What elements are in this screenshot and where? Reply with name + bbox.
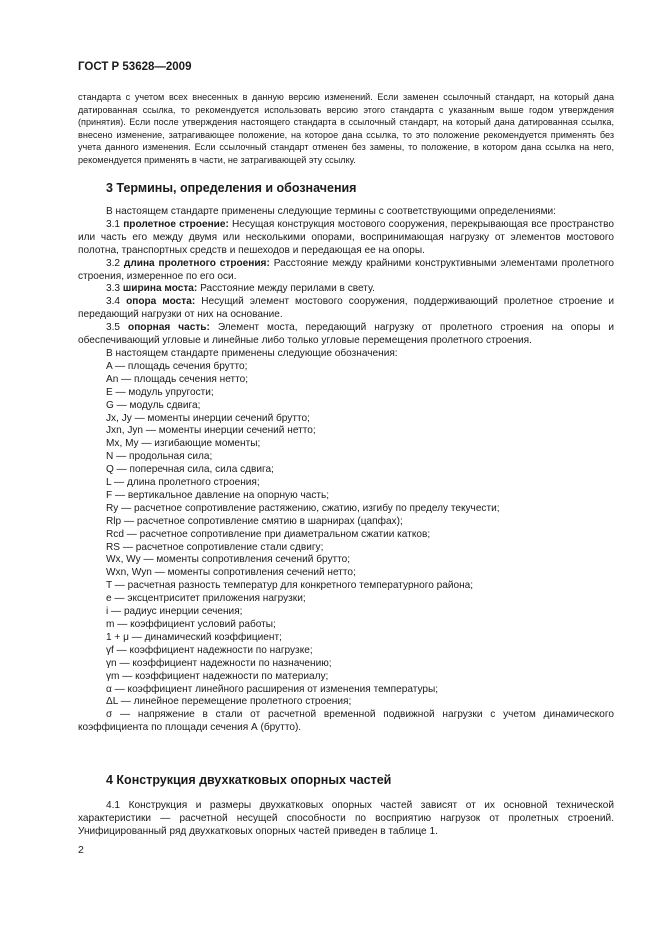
symbol-item: Wxn, Wyn — моменты сопротивления сечений нетто;	[106, 567, 356, 579]
section-4-heading: 4 Конструкция двухкатковых опорных частей	[106, 773, 392, 787]
terms-lead: В настоящем стандарте применены следующие термины с соответствующими определениями:	[106, 206, 556, 217]
symbol-item: Jx, Jy — моменты инерции сечений брутто;	[106, 412, 310, 424]
symbols-list	[78, 361, 614, 735]
symbol-item: G — модуль сдвига;	[106, 399, 201, 411]
symbol-item: γn — коэффициент надежности по назначению;	[106, 657, 332, 669]
symbol-item: Rcd — расчетное сопротивление при диаметральном сжатии катков;	[106, 528, 431, 540]
symbol-item: γm — коэффициент надежности по материалу;	[106, 670, 329, 682]
symbol-item: ΔL — линейное перемещение пролетного строения;	[106, 696, 352, 708]
symbol-item: Mx, My — изгибающие моменты;	[106, 438, 261, 450]
term-3-2: 3.2 длина пролетного строения: Расстояние между крайними конструктивными элементами пролетного строения, измеренное по его оси.	[78, 257, 615, 282]
symbol-item: α — коэффициент линейного расширения от изменения температуры;	[106, 683, 439, 695]
symbol-item: Ry — расчетное сопротивление растяжению, сжатию, изгибу по пределу текучести;	[106, 502, 500, 514]
standard-header: ГОСТ Р 53628—2009	[78, 61, 192, 73]
term-3-4: 3.4 опора моста: Несущий элемент мостового сооружения, поддерживающий пролетное строение и передающий нагрузки от них на основание.	[78, 296, 614, 321]
symbol-item: Jxn, Jyn — моменты инерции сечений нетто;	[106, 425, 316, 437]
page-number: 2	[78, 844, 84, 856]
intro-paragraph: стандарта с учетом всех внесенных в данную версию изменений. Если заменен ссылочный стандарт, на который дана датированная ссылка, то рекомендуется использовать версию этого стандарта с указанным выше годом утверждения (принятия). Если после утверждения настоящего стандарта в ссылочный стандарт, на который дана датированная ссылка, внесено изменение, затрагивающее положение, на которое дана ссылка, то это положение рекомендуется применять без учета данного изменения. Если ссылочный стандарт отменен без замены, то положение, в котором дана ссылка на него, рекомендуется применять в части, не затрагивающей эту ссылку.	[78, 92, 614, 165]
section-3-heading: 3 Термины, определения и обозначения	[106, 181, 357, 195]
symbol-item: 1 + μ — динамический коэффициент;	[106, 631, 282, 643]
symbol-item: E — модуль упругости;	[106, 386, 214, 398]
symbol-item: RS — расчетное сопротивление стали сдвигу;	[106, 541, 324, 553]
symbols-lead: В настоящем стандарте применены следующие обозначения:	[106, 347, 398, 359]
symbol-item: i — радиус инерции сечения;	[106, 606, 243, 618]
symbol-item: An — площадь сечения нетто;	[106, 373, 249, 385]
symbol-item: σ — напряжение в стали от расчетной временной подвижной нагрузки с учетом динамического коэффициента по площади сечения А (брутто).	[78, 709, 614, 734]
symbol-item: γf — коэффициент надежности по нагрузке;	[106, 644, 313, 656]
symbol-item: e — эксцентриситет приложения нагрузки;	[106, 593, 306, 605]
symbol-item: Wx, Wy — моменты сопротивления сечений брутто;	[106, 554, 351, 566]
symbol-item: N — продольная сила;	[106, 451, 213, 463]
symbol-item: Q — поперечная сила, сила сдвига;	[106, 464, 274, 476]
section-3-body	[78, 206, 614, 735]
symbol-item: A — площадь сечения брутто;	[106, 360, 248, 372]
clause-4-1: 4.1 Конструкция и размеры двухкатковых опорных частей зависят от их основной технической характеристики — расчетной несущей способности по восприятию нагрузок от пролетных строений. Унифицированный ряд двухкатковых опорных частей приведен в таблице 1.	[78, 800, 614, 837]
symbol-item: L — длина пролетного строения;	[106, 477, 260, 489]
term-3-3: 3.3 ширина моста: Расстояние между перилами в свету.	[106, 283, 375, 295]
section-4-body	[78, 800, 614, 839]
term-3-5: 3.5 опорная часть: Элемент моста, передающий нагрузку от пролетного строения на опоры и обеспечивающий угловые и линейные либо только угловые перемещения пролетного строения.	[78, 322, 614, 347]
symbol-item: F — вертикальное давление на опорную часть;	[106, 489, 330, 501]
symbol-item: T — расчетная разность температур для конкретного температурного района;	[106, 580, 474, 592]
term-3-1: 3.1 пролетное строение: Несущая конструкция мостового сооружения, перекрывающая все пространство или часть его между двумя или несколькими опорами, воспринимающая нагрузку от элементов мостового полотна, транспортных средств и пешеходов и передающая ее на опоры.	[78, 218, 614, 256]
symbol-item: Rlp — расчетное сопротивление смятию в шарнирах (цапфах);	[106, 515, 403, 527]
symbol-item: m — коэффициент условий работы;	[106, 619, 276, 630]
